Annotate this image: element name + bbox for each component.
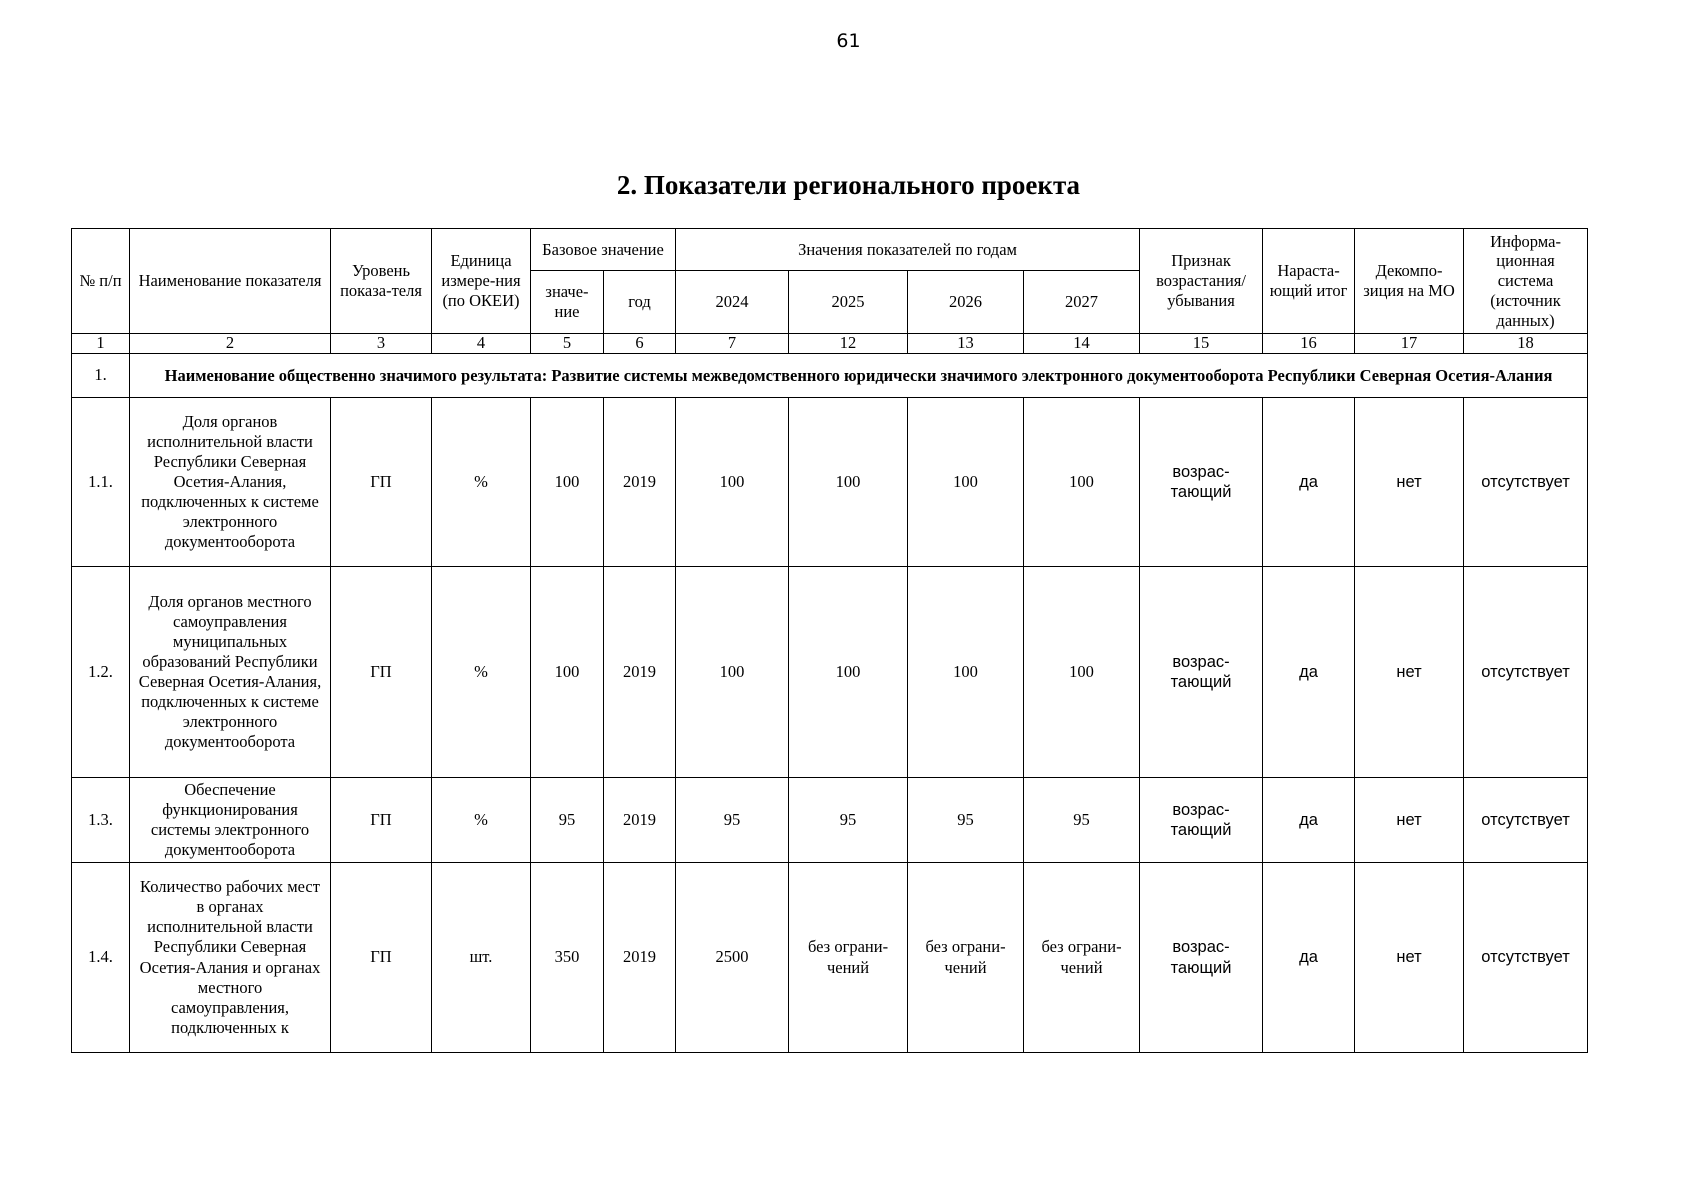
row-num: 1.2. — [72, 567, 130, 778]
column-number: 4 — [432, 334, 531, 354]
column-number: 3 — [331, 334, 432, 354]
section-num: 1. — [72, 354, 130, 398]
growth-sign: возрас-тающий — [1140, 778, 1263, 863]
section-row — [72, 354, 1588, 398]
table-row — [72, 398, 1588, 567]
indicator-name: Количество рабочих мест в органах исполнительной власти Республики Северная Осетия-Алания и органах местного самоуправления, подключенных к — [130, 863, 331, 1053]
info-system: отсутствует — [1464, 863, 1588, 1053]
header-year-2027: 2027 — [1024, 271, 1140, 334]
column-number: 16 — [1263, 334, 1355, 354]
header-year-2025: 2025 — [789, 271, 908, 334]
value-2026: без ограни-чений — [908, 863, 1024, 1053]
indicator-unit: % — [432, 778, 531, 863]
base-value: 350 — [531, 863, 604, 1053]
cumulative-flag: да — [1263, 398, 1355, 567]
column-number: 12 — [789, 334, 908, 354]
value-2025: без ограни-чений — [789, 863, 908, 1053]
header-row — [72, 229, 1588, 271]
value-2025: 100 — [789, 398, 908, 567]
info-system: отсутствует — [1464, 398, 1588, 567]
indicators-table — [71, 228, 1588, 1053]
growth-sign: возрас-тающий — [1140, 398, 1263, 567]
value-2025: 100 — [789, 567, 908, 778]
column-number: 7 — [676, 334, 789, 354]
growth-sign: возрас-тающий — [1140, 567, 1263, 778]
info-system: отсутствует — [1464, 778, 1588, 863]
indicator-unit: шт. — [432, 863, 531, 1053]
column-number: 1 — [72, 334, 130, 354]
value-2024: 2500 — [676, 863, 789, 1053]
indicator-name: Доля органов местного самоуправления муниципальных образований Республики Северная Осетия-Алания, подключенных к системе электронного документооборота — [130, 567, 331, 778]
base-value: 100 — [531, 567, 604, 778]
indicator-name: Обеспечение функционирования системы электронного документооборота — [130, 778, 331, 863]
value-2027: без ограни-чений — [1024, 863, 1140, 1053]
column-number: 15 — [1140, 334, 1263, 354]
column-number: 13 — [908, 334, 1024, 354]
column-number: 17 — [1355, 334, 1464, 354]
value-2026: 100 — [908, 398, 1024, 567]
info-system: отсутствует — [1464, 567, 1588, 778]
base-year: 2019 — [604, 567, 676, 778]
column-number: 14 — [1024, 334, 1140, 354]
base-value: 95 — [531, 778, 604, 863]
header-num: № п/п — [72, 229, 130, 334]
decomposition-flag: нет — [1355, 567, 1464, 778]
header-base: Базовое значение — [531, 229, 676, 271]
value-2027: 100 — [1024, 398, 1140, 567]
cumulative-flag: да — [1263, 567, 1355, 778]
page-title: 2. Показатели регионального проекта — [616, 170, 1081, 200]
base-year: 2019 — [604, 778, 676, 863]
value-2026: 95 — [908, 778, 1024, 863]
header-name: Наименование показателя — [130, 229, 331, 334]
value-2027: 95 — [1024, 778, 1140, 863]
column-number: 6 — [604, 334, 676, 354]
row-num: 1.1. — [72, 398, 130, 567]
header-unit: Единица измере-ния (по ОКЕИ) — [432, 229, 531, 334]
base-year: 2019 — [604, 863, 676, 1053]
header-base-year: год — [604, 271, 676, 334]
row-num: 1.4. — [72, 863, 130, 1053]
indicator-level: ГП — [331, 567, 432, 778]
value-2024: 100 — [676, 398, 789, 567]
header-sign: Признак возрастания/ убывания — [1140, 229, 1263, 334]
indicator-name: Доля органов исполнительной власти Республики Северная Осетия-Алания, подключенных к системе электронного документооборота — [130, 398, 331, 567]
header-cumulative: Нараста-ющий итог — [1263, 229, 1355, 334]
column-number: 18 — [1464, 334, 1588, 354]
column-number: 2 — [130, 334, 331, 354]
table-row — [72, 778, 1588, 863]
decomposition-flag: нет — [1355, 863, 1464, 1053]
header-level: Уровень показа-теля — [331, 229, 432, 334]
value-2024: 95 — [676, 778, 789, 863]
decomposition-flag: нет — [1355, 398, 1464, 567]
column-number: 5 — [531, 334, 604, 354]
row-num: 1.3. — [72, 778, 130, 863]
indicator-level: ГП — [331, 863, 432, 1053]
cumulative-flag: да — [1263, 863, 1355, 1053]
base-value: 100 — [531, 398, 604, 567]
header-decomposition: Декомпо-зиция на МО — [1355, 229, 1464, 334]
indicator-level: ГП — [331, 398, 432, 567]
indicator-unit: % — [432, 567, 531, 778]
header-year-2024: 2024 — [676, 271, 789, 334]
section-title: Наименование общественно значимого результата: Развитие системы межведомственного юридически значимого электронного документооборота Республики Северная Осетия-Алания — [130, 354, 1588, 398]
value-2025: 95 — [789, 778, 908, 863]
header-year-2026: 2026 — [908, 271, 1024, 334]
header-info-system: Информа-ционная система (источник данных) — [1464, 229, 1588, 334]
base-year: 2019 — [604, 398, 676, 567]
header-values-by-year: Значения показателей по годам — [676, 229, 1140, 271]
table-row — [72, 863, 1588, 1053]
growth-sign: возрас-тающий — [1140, 863, 1263, 1053]
decomposition-flag: нет — [1355, 778, 1464, 863]
page-number: 61 — [836, 30, 861, 52]
column-numbers-row — [72, 334, 1588, 354]
cumulative-flag: да — [1263, 778, 1355, 863]
indicator-level: ГП — [331, 778, 432, 863]
value-2026: 100 — [908, 567, 1024, 778]
value-2027: 100 — [1024, 567, 1140, 778]
value-2024: 100 — [676, 567, 789, 778]
indicator-unit: % — [432, 398, 531, 567]
table-row — [72, 567, 1588, 778]
header-base-value: значе-ние — [531, 271, 604, 334]
